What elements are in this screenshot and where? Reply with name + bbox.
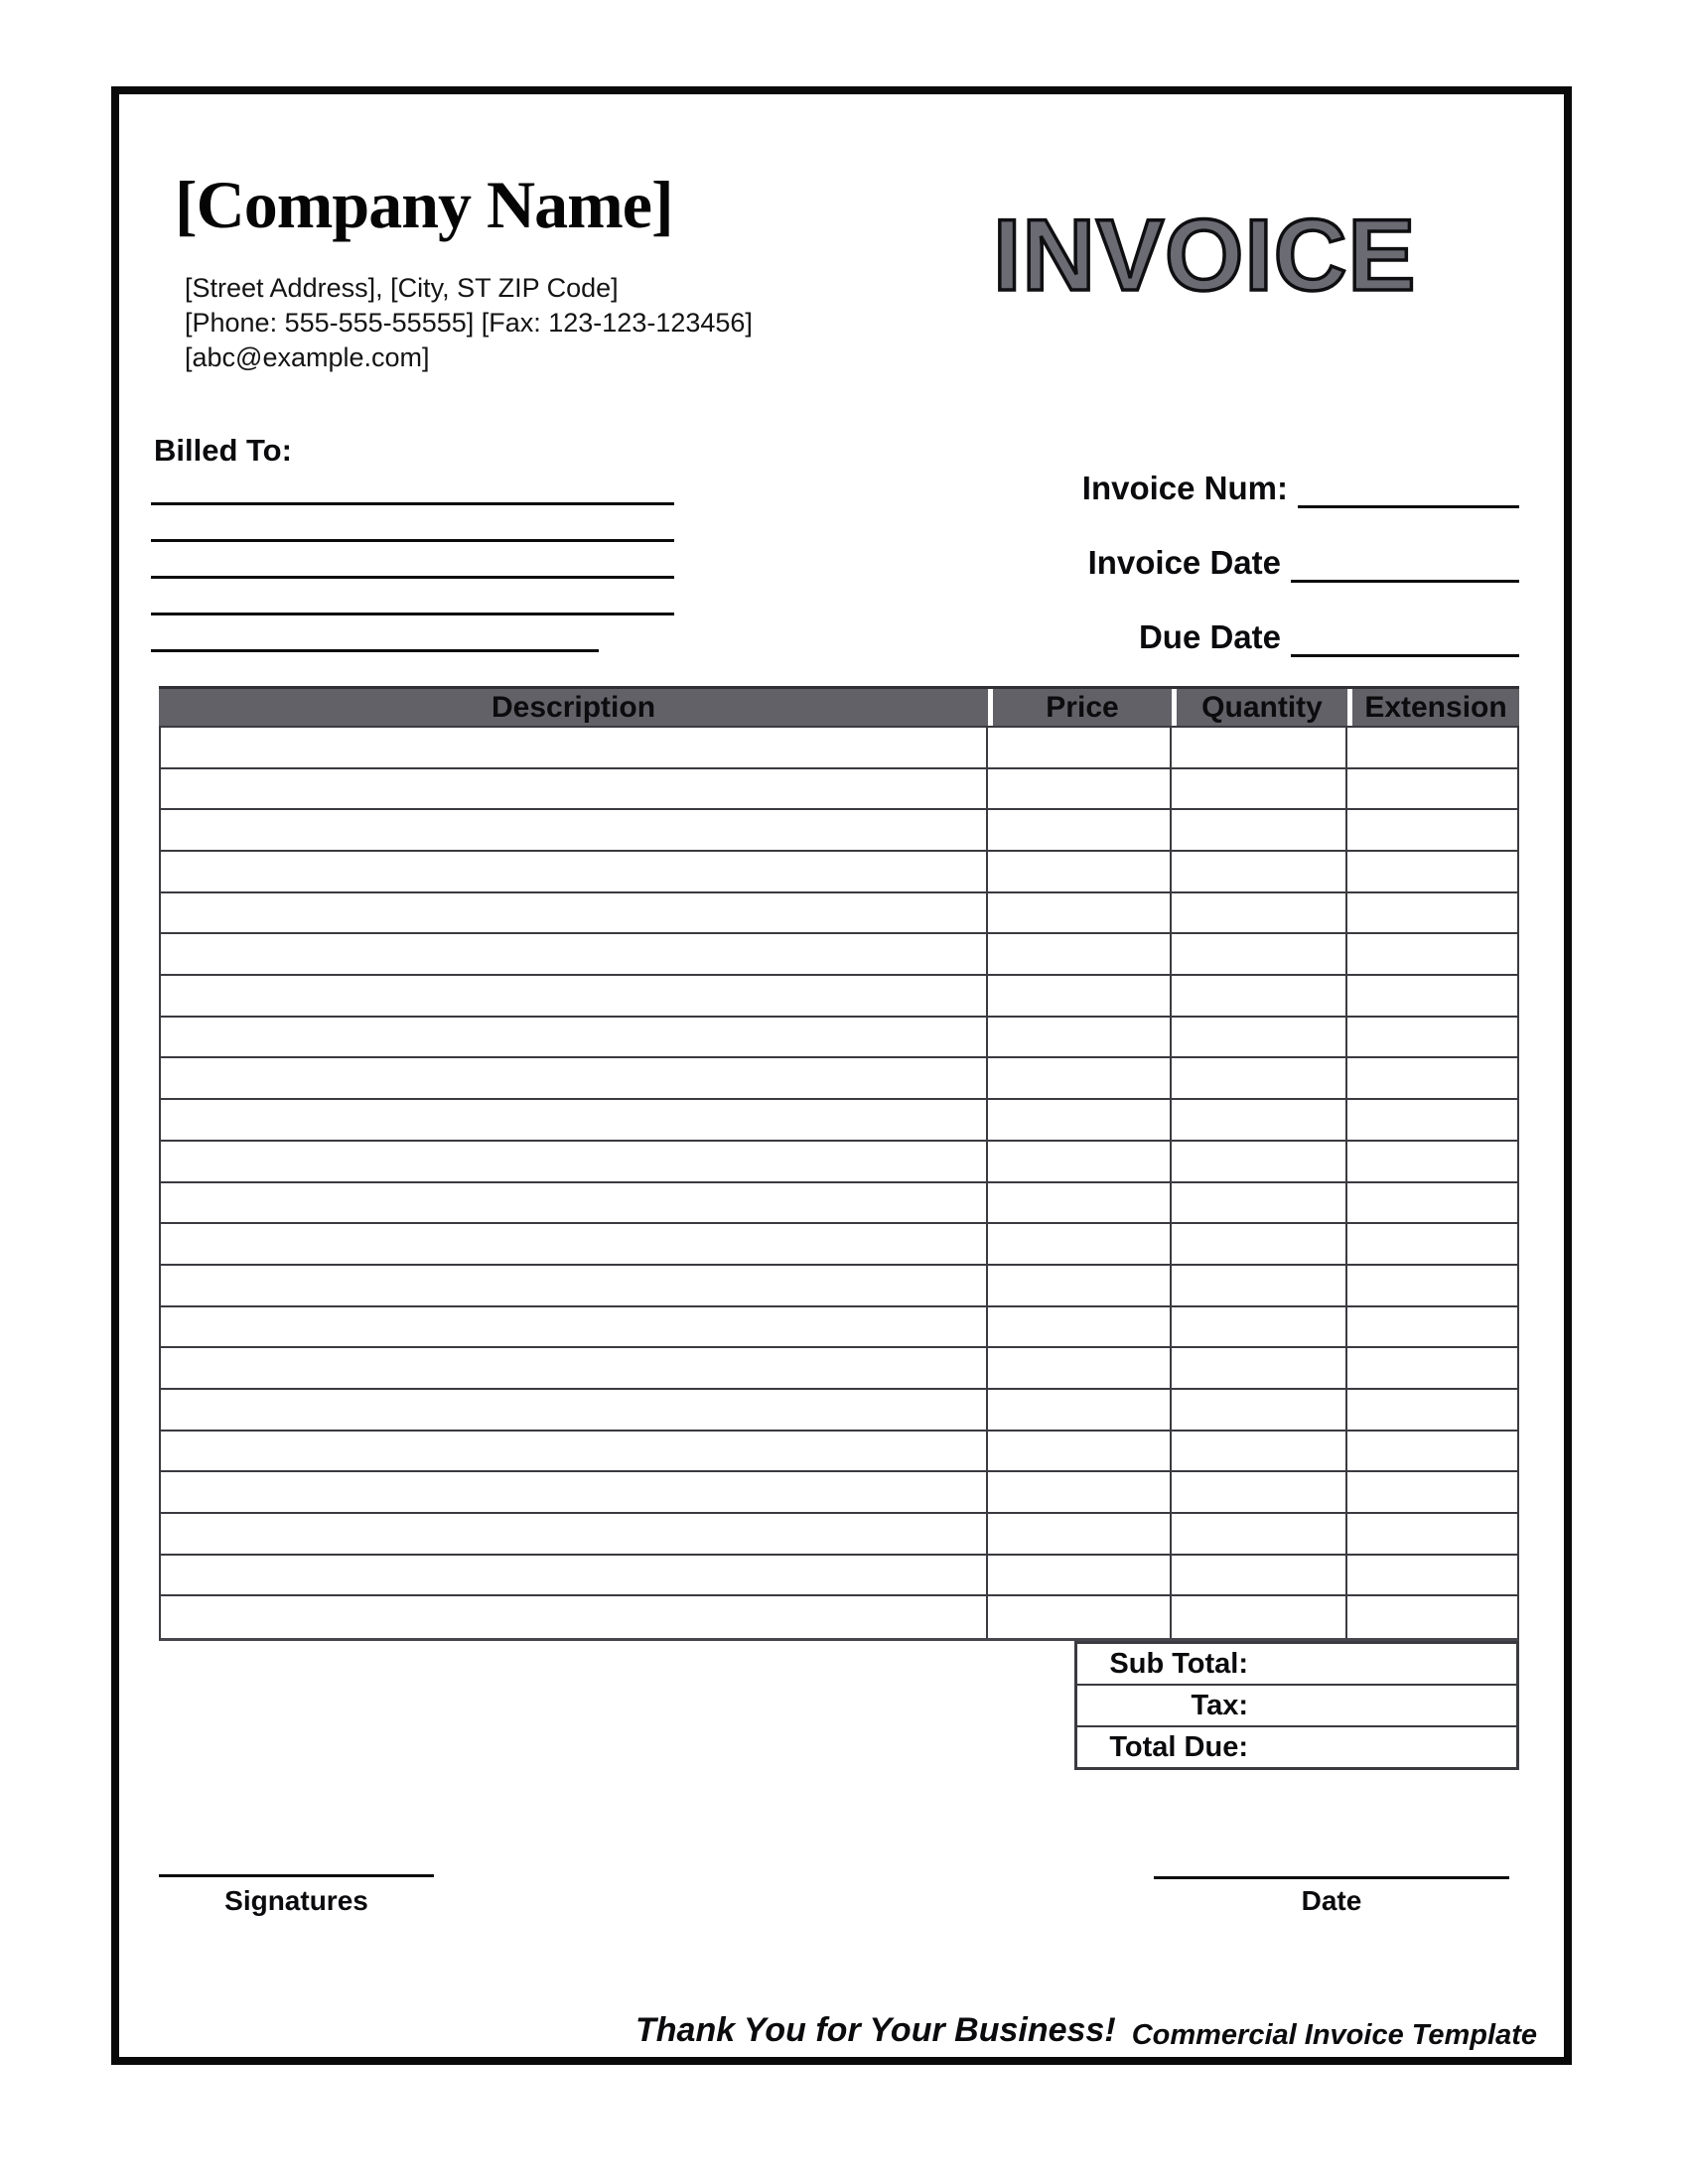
table-row [161, 976, 1517, 1018]
table-cell[interactable] [1347, 1348, 1517, 1388]
table-cell[interactable] [1347, 1307, 1517, 1347]
table-cell[interactable] [1347, 976, 1517, 1016]
table-cell[interactable] [161, 1266, 988, 1305]
date-fill-line[interactable] [1154, 1876, 1509, 1879]
table-cell[interactable] [1172, 1472, 1347, 1512]
table-cell[interactable] [988, 728, 1172, 767]
table-row [161, 1018, 1517, 1059]
table-cell[interactable] [1347, 1183, 1517, 1223]
invoice-date-row [1088, 543, 1519, 583]
due-date-row [1139, 617, 1519, 657]
table-cell[interactable] [988, 769, 1172, 809]
table-row [161, 1100, 1517, 1142]
tax-row [1077, 1686, 1516, 1727]
table-cell[interactable] [1347, 1472, 1517, 1512]
table-row [161, 1390, 1517, 1432]
table-cell[interactable] [988, 1058, 1172, 1098]
table-cell[interactable] [161, 852, 988, 891]
table-row [161, 1514, 1517, 1556]
table-cell[interactable] [161, 1390, 988, 1430]
table-cell[interactable] [1347, 1142, 1517, 1181]
items-table-body [159, 728, 1519, 1641]
table-cell[interactable] [161, 1472, 988, 1512]
table-cell[interactable] [1347, 1432, 1517, 1471]
billed-to-fill-line[interactable] [151, 576, 674, 579]
table-cell[interactable] [1172, 1307, 1347, 1347]
company-address-line2: [Phone: 555-555-55555] [Fax: 123-123-123456] [185, 308, 753, 338]
table-row [161, 1307, 1517, 1349]
billed-to-fill-line[interactable] [151, 613, 674, 615]
invoice-date-label: Invoice Date [1087, 544, 1281, 581]
table-cell[interactable] [161, 1432, 988, 1471]
totals-box [1074, 1641, 1519, 1770]
table-row [161, 1224, 1517, 1266]
table-cell[interactable] [1172, 1058, 1347, 1098]
table-cell[interactable] [161, 1183, 988, 1223]
total-due-label: Total Due: [1109, 1730, 1248, 1763]
table-cell[interactable] [1347, 810, 1517, 850]
company-address-line1: [Street Address], [City, ST ZIP Code] [185, 273, 619, 303]
due-date-field[interactable] [1291, 618, 1519, 657]
table-cell[interactable] [988, 852, 1172, 891]
invoice-title: INVOICE [993, 199, 1417, 312]
table-cell[interactable] [1347, 1596, 1517, 1638]
table-cell[interactable] [1172, 1596, 1347, 1638]
table-cell[interactable] [161, 893, 988, 933]
table-cell[interactable] [161, 1514, 988, 1554]
column-header-quantity: Quantity [1172, 689, 1347, 726]
table-cell[interactable] [161, 934, 988, 974]
table-row [161, 1266, 1517, 1307]
table-row [161, 728, 1517, 769]
table-row [161, 810, 1517, 852]
signatures-fill-line[interactable] [159, 1874, 434, 1877]
subtotal-label: Sub Total: [1109, 1647, 1248, 1680]
table-cell[interactable] [988, 1556, 1172, 1595]
column-header-extension: Extension [1347, 689, 1519, 726]
table-cell[interactable] [1172, 1556, 1347, 1595]
table-cell[interactable] [1347, 1058, 1517, 1098]
items-table-header [159, 686, 1519, 728]
table-cell[interactable] [1172, 1432, 1347, 1471]
table-cell[interactable] [1347, 852, 1517, 891]
table-cell[interactable] [1172, 1018, 1347, 1057]
table-cell[interactable] [161, 1596, 988, 1638]
table-cell[interactable] [988, 1224, 1172, 1264]
table-cell[interactable] [988, 810, 1172, 850]
table-row [161, 1432, 1517, 1473]
billed-to-fill-line[interactable] [151, 502, 674, 505]
signatures-label: Signatures [224, 1885, 368, 1916]
invoice-number-field[interactable] [1298, 470, 1519, 508]
table-row [161, 1596, 1517, 1638]
subtotal-row [1077, 1644, 1516, 1686]
billed-to-label: Billed To: [154, 433, 292, 468]
table-cell[interactable] [988, 1307, 1172, 1347]
table-row [161, 1556, 1517, 1597]
table-cell[interactable] [988, 1596, 1172, 1638]
table-row [161, 769, 1517, 811]
table-cell[interactable] [1347, 1514, 1517, 1554]
items-table [159, 686, 1519, 1641]
table-cell[interactable] [161, 769, 988, 809]
invoice-number-label: Invoice Num: [1081, 470, 1288, 506]
table-row [161, 1058, 1517, 1100]
table-cell[interactable] [161, 1348, 988, 1388]
table-cell[interactable] [988, 1142, 1172, 1181]
table-cell[interactable] [988, 976, 1172, 1016]
total-due-row [1077, 1727, 1516, 1767]
table-cell[interactable] [1347, 1224, 1517, 1264]
table-cell[interactable] [988, 1183, 1172, 1223]
table-cell[interactable] [1172, 976, 1347, 1016]
table-cell[interactable] [161, 1018, 988, 1057]
table-cell[interactable] [988, 893, 1172, 933]
table-cell[interactable] [1347, 728, 1517, 767]
table-cell[interactable] [988, 1390, 1172, 1430]
table-cell[interactable] [1347, 1556, 1517, 1595]
tax-label: Tax: [1191, 1689, 1248, 1721]
table-cell[interactable] [1172, 893, 1347, 933]
table-cell[interactable] [161, 1224, 988, 1264]
company-address-line3: [abc@example.com] [185, 342, 430, 372]
column-header-description: Description [491, 690, 656, 724]
table-cell[interactable] [1172, 852, 1347, 891]
invoice-number-row [1082, 469, 1519, 508]
table-cell[interactable] [988, 1100, 1172, 1140]
table-cell[interactable] [1172, 810, 1347, 850]
table-cell[interactable] [1172, 1224, 1347, 1264]
table-cell[interactable] [1172, 728, 1347, 767]
table-cell[interactable] [161, 1100, 988, 1140]
table-cell[interactable] [161, 976, 988, 1016]
invoice-date-field[interactable] [1291, 544, 1519, 583]
table-cell[interactable] [1172, 1348, 1347, 1388]
template-credit: Commercial Invoice Template [1131, 2019, 1537, 2051]
table-row [161, 893, 1517, 935]
table-cell[interactable] [1172, 934, 1347, 974]
table-row [161, 934, 1517, 976]
table-cell[interactable] [988, 1266, 1172, 1305]
table-row [161, 1348, 1517, 1390]
table-cell[interactable] [1172, 769, 1347, 809]
table-cell[interactable] [988, 1348, 1172, 1388]
table-row [161, 1142, 1517, 1183]
column-header-price: Price [988, 689, 1172, 726]
table-cell[interactable] [1347, 934, 1517, 974]
table-cell[interactable] [988, 1514, 1172, 1554]
table-cell[interactable] [161, 1142, 988, 1181]
billed-to-fill-line[interactable] [151, 539, 674, 542]
table-cell[interactable] [161, 1307, 988, 1347]
date-label: Date [1301, 1885, 1362, 1916]
table-cell[interactable] [1172, 1514, 1347, 1554]
table-cell[interactable] [161, 1058, 988, 1098]
table-cell[interactable] [1172, 1390, 1347, 1430]
table-cell[interactable] [1347, 1266, 1517, 1305]
company-address [185, 271, 753, 375]
table-row [161, 852, 1517, 893]
company-name: [Company Name] [175, 167, 673, 242]
table-row [161, 1183, 1517, 1225]
table-cell[interactable] [1172, 1142, 1347, 1181]
table-cell[interactable] [988, 1432, 1172, 1471]
due-date-label: Due Date [1138, 618, 1281, 655]
table-cell[interactable] [1172, 1183, 1347, 1223]
table-cell[interactable] [1347, 1390, 1517, 1430]
table-cell[interactable] [1172, 1100, 1347, 1140]
table-cell[interactable] [161, 1556, 988, 1595]
table-cell[interactable] [1347, 769, 1517, 809]
table-cell[interactable] [988, 1472, 1172, 1512]
table-cell[interactable] [1172, 1266, 1347, 1305]
table-cell[interactable] [988, 1018, 1172, 1057]
table-row [161, 1472, 1517, 1514]
thank-you-message: Thank You for Your Business! [635, 2011, 1116, 2049]
table-cell[interactable] [161, 810, 988, 850]
table-cell[interactable] [988, 934, 1172, 974]
table-cell[interactable] [1347, 1100, 1517, 1140]
table-cell[interactable] [161, 728, 988, 767]
table-cell[interactable] [1347, 1018, 1517, 1057]
table-cell[interactable] [1347, 893, 1517, 933]
billed-to-fill-line[interactable] [151, 649, 599, 652]
